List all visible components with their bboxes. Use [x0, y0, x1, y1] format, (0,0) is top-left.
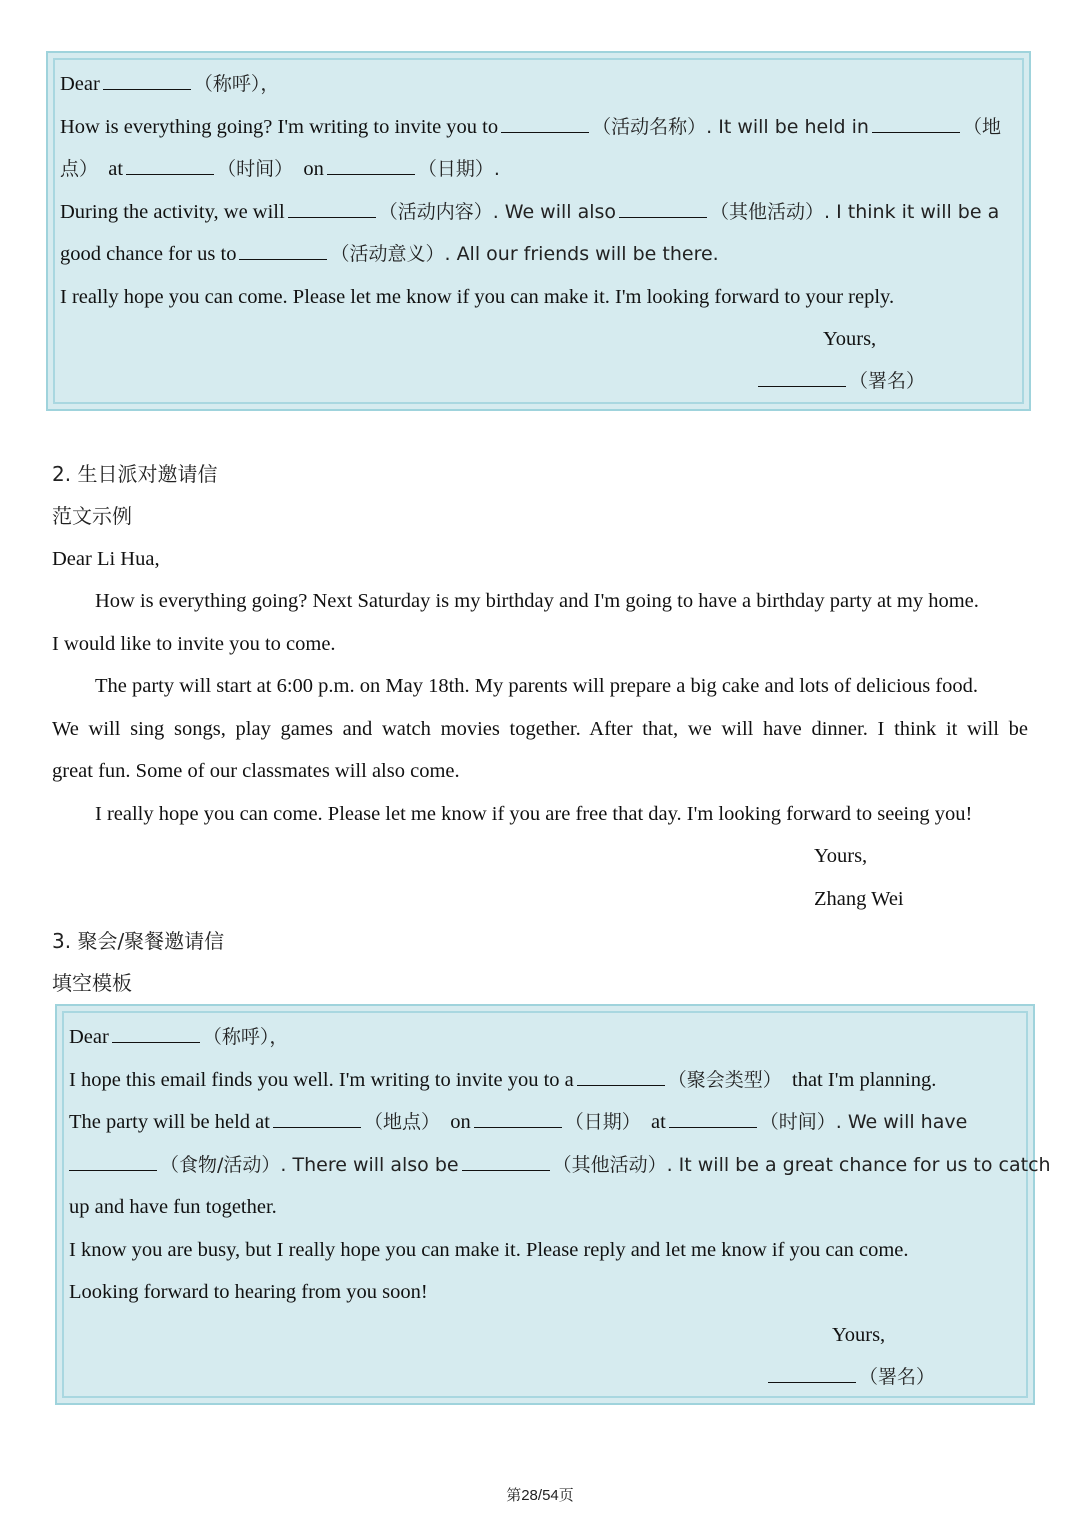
t2-yours: Yours, — [832, 1324, 886, 1346]
letter-p1-line1: How is everything going? Next Saturday is my birthday and I'm going to have a birthday party at my home. — [95, 590, 979, 612]
blank — [768, 1364, 856, 1383]
blank — [327, 156, 415, 175]
t2-line-4: （食物/活动）. There will also be （其他活动）. It will be a great chance for us to catch — [69, 1152, 1023, 1178]
blank — [103, 71, 191, 90]
letter-p1-line2: I would like to invite you to come. — [52, 633, 336, 655]
blank — [288, 199, 376, 218]
section-3-heading: 3. 聚会/聚餐邀请信 — [52, 929, 225, 953]
blank — [577, 1067, 665, 1086]
blank — [872, 114, 960, 133]
t2-line-7: Looking forward to hearing from you soon! — [69, 1281, 428, 1303]
t1-line-4: During the activity, we will （活动内容）. We will also （其他活动）. I think it will be a — [60, 201, 1000, 223]
blank — [126, 156, 214, 175]
t1-line-2: How is everything going? I'm writing to invite you to （活动名称）. It will be held in （地 — [60, 116, 1001, 138]
t1-yours: Yours, — [823, 328, 877, 350]
template-box-1 — [46, 51, 1031, 411]
t1-line-3: 点） at （时间） on （日期）. — [60, 158, 500, 180]
t1-line-5: good chance for us to （活动意义）. All our friends will be there. — [60, 243, 719, 265]
t1-signature: （署名） — [755, 368, 1019, 394]
page-number: 第28/54页 — [506, 1487, 574, 1504]
blank — [669, 1109, 757, 1128]
blank — [501, 114, 589, 133]
blank — [239, 241, 327, 260]
section-3-subheading: 填空模板 — [52, 971, 132, 995]
section-2-heading: 2. 生日派对邀请信 — [52, 462, 218, 486]
section-2-subheading: 范文示例 — [52, 504, 132, 528]
t2-line-3: The party will be held at （地点） on （日期） at （时间）. We will have — [69, 1111, 968, 1133]
letter-p2-line1: The party will start at 6:00 p.m. on May 18th. My parents will prepare a big cake and lots of delicious food. — [95, 675, 979, 697]
t1-line-1: Dear （称呼）， — [60, 73, 280, 95]
t2-line-5: up and have fun together. — [69, 1196, 277, 1218]
letter-p2-line3: great fun. Some of our classmates will also come. — [52, 760, 460, 782]
blank — [619, 199, 707, 218]
t1-line-6: I really hope you can come. Please let me know if you can make it. I'm looking forward to your reply. — [60, 286, 895, 308]
blank — [474, 1109, 562, 1128]
t2-line-6: I know you are busy, but I really hope you can make it. Please reply and let me know if you can come. — [69, 1239, 909, 1261]
letter-p2-line2: We will sing songs, play games and watch movies together. After that, we will have dinner. I think it will be — [52, 718, 1028, 740]
blank — [758, 368, 846, 387]
letter-yours: Yours, — [814, 845, 868, 867]
blank — [462, 1152, 550, 1171]
letter-signature: Zhang Wei — [814, 888, 904, 910]
template-box-2 — [55, 1004, 1051, 1405]
blank — [112, 1024, 200, 1043]
letter-p3: I really hope you can come. Please let me know if you are free that day. I'm looking forward to seeing you! — [95, 803, 973, 825]
blank — [69, 1152, 157, 1171]
t2-line-2: I hope this email finds you well. I'm writing to invite you to a （聚会类型） that I'm planning. — [69, 1069, 937, 1091]
t2-signature: （署名） — [765, 1364, 1023, 1390]
t2-line-1: Dear （称呼）， — [69, 1026, 289, 1048]
blank — [273, 1109, 361, 1128]
letter-greeting: Dear Li Hua, — [52, 548, 160, 570]
